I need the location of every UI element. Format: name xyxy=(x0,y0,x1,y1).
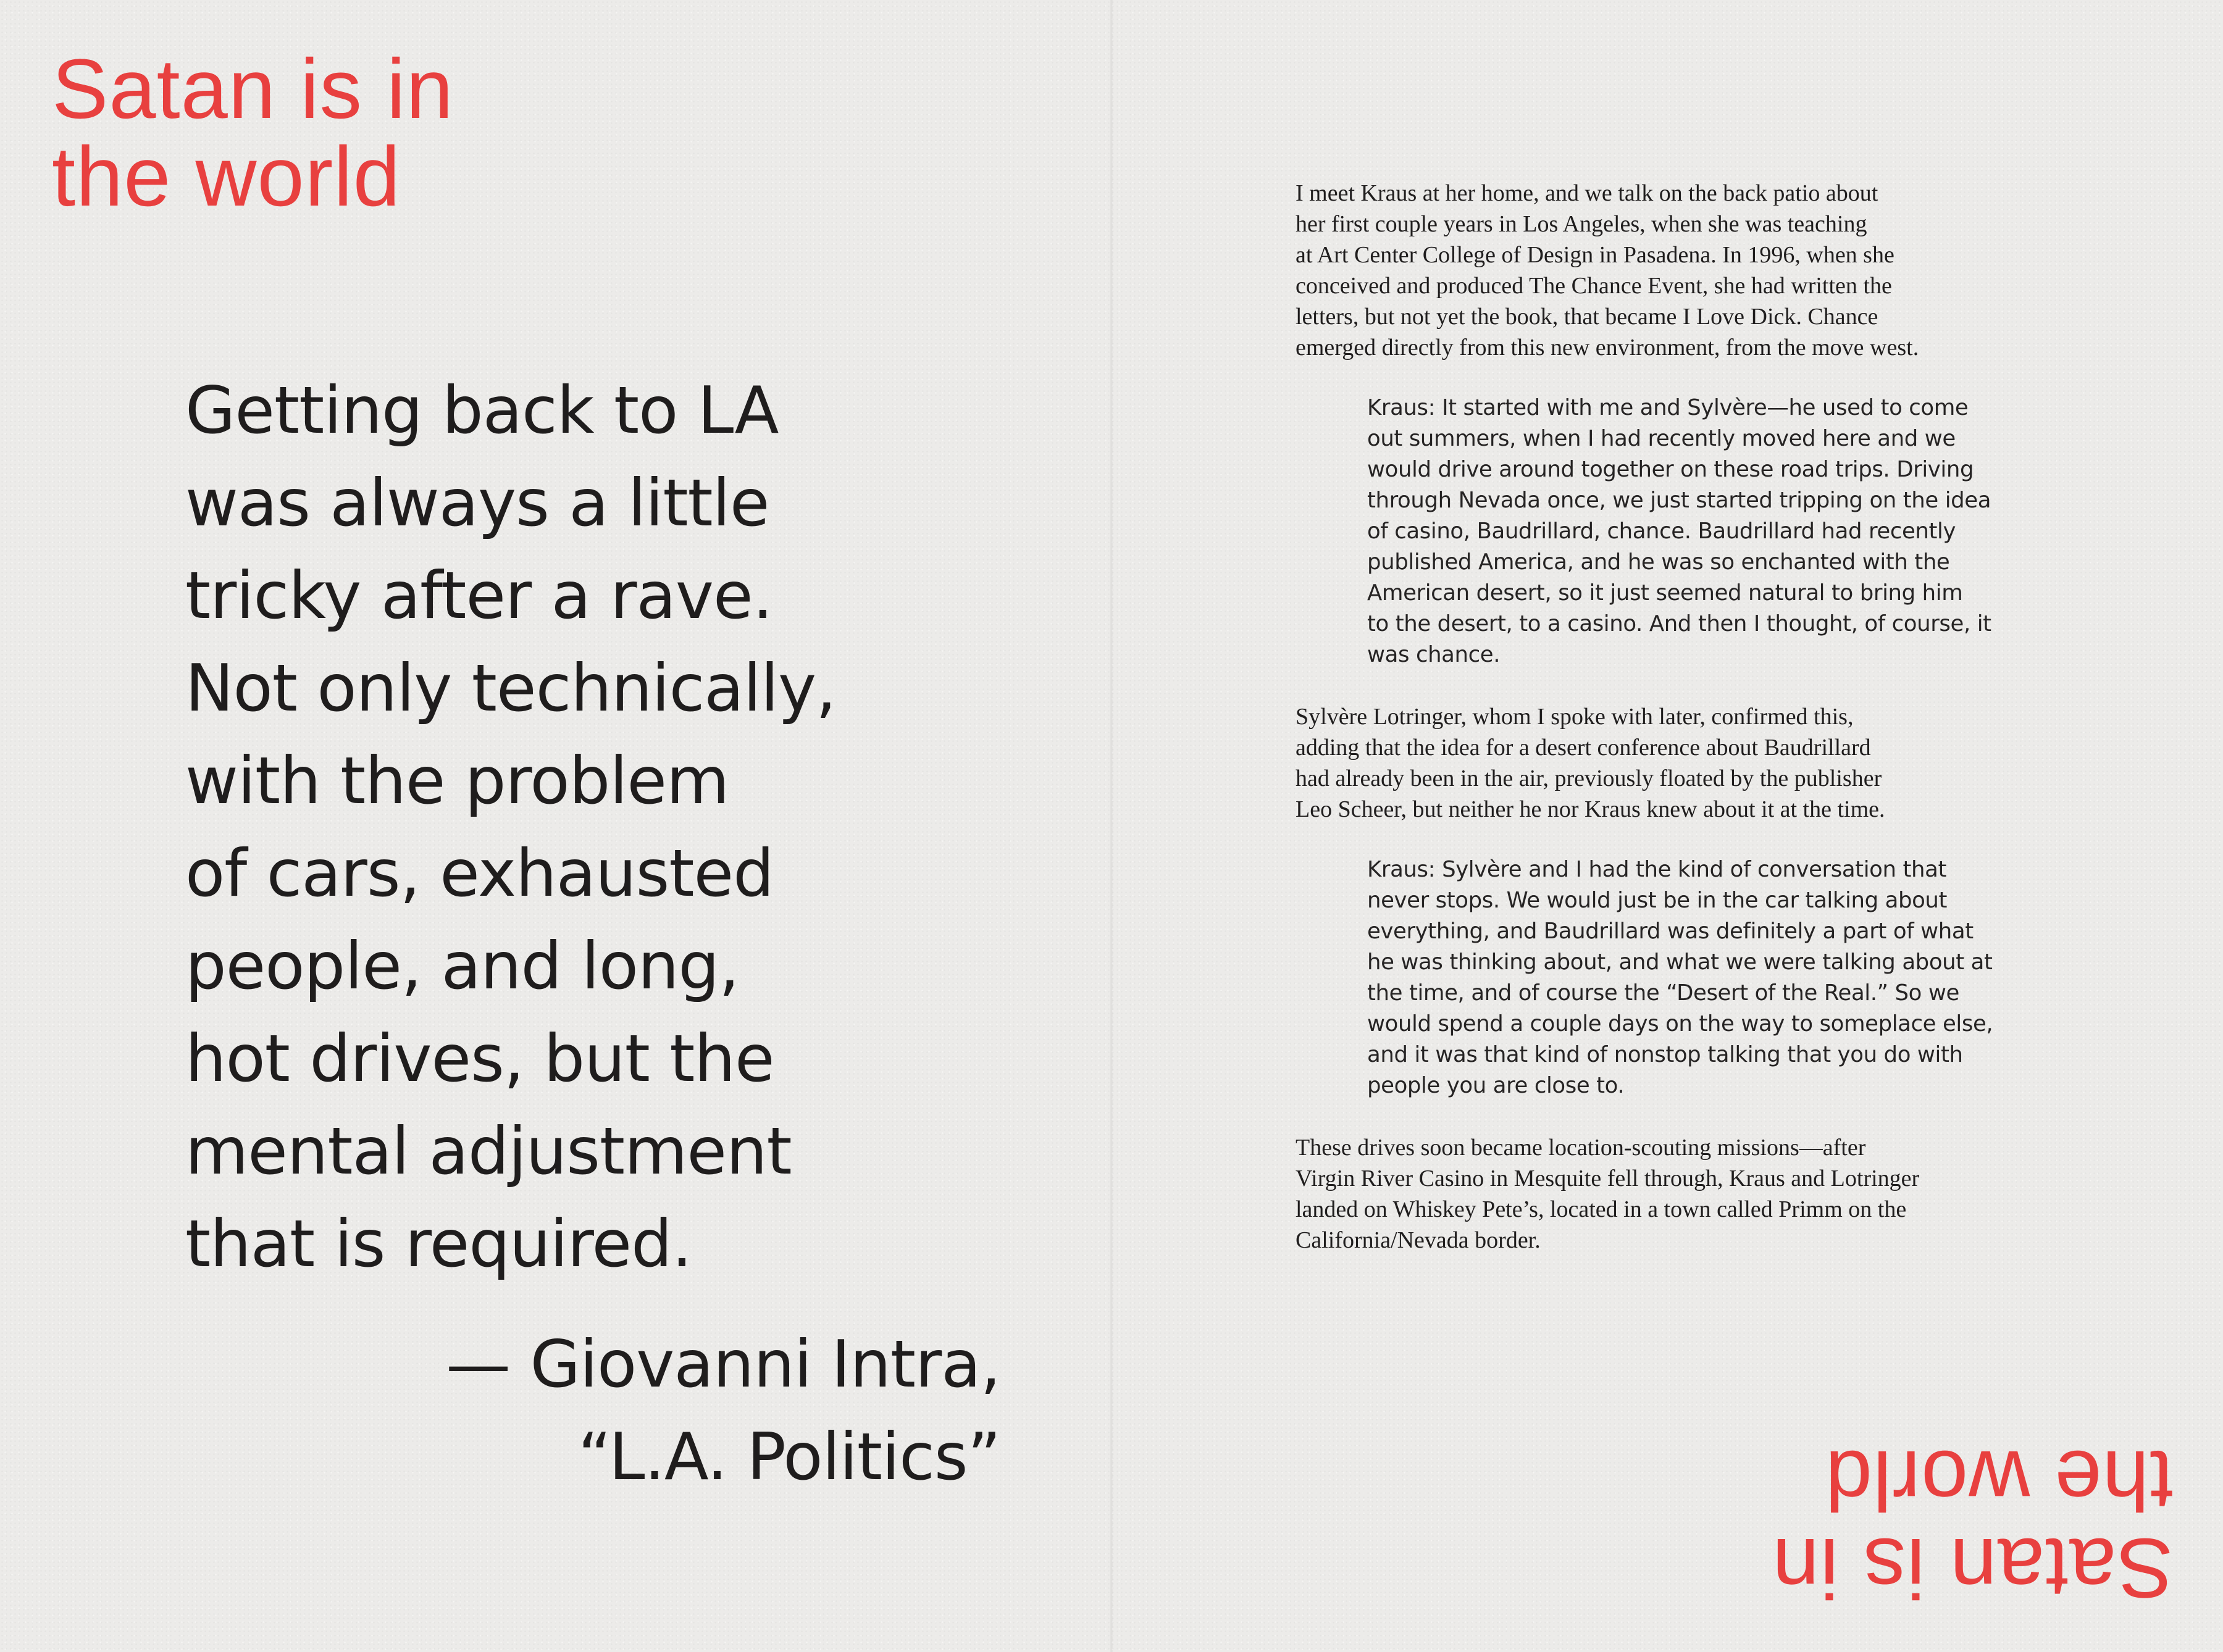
pull-quote-line: with the problem xyxy=(185,743,729,819)
attribution-source: “L.A. Politics” xyxy=(577,1419,1000,1495)
pull-quote-line: hot drives, but the xyxy=(185,1021,774,1096)
interview-block-1 xyxy=(1367,393,2111,670)
article-line: had already been in the air, previously floated by the publisher xyxy=(1296,766,1882,791)
article-paragraph-intro xyxy=(1296,178,2111,363)
interview-line: the time, and of course the “Desert of the Real.” So we xyxy=(1367,980,1959,1006)
interview-line: Kraus: It started with me and Sylvère—he used to come xyxy=(1367,395,1969,420)
running-title-line: Satan is in xyxy=(1772,1521,2174,1615)
pull-quote-line: Getting back to LA xyxy=(185,373,779,448)
article-paragraph-closing xyxy=(1296,1132,2111,1256)
interview-line: Kraus: Sylvère and I had the kind of conversation that xyxy=(1367,857,1946,882)
interview-line: to the desert, to a casino. And then I thought, of course, it xyxy=(1367,611,1991,636)
article-line: Sylvère Lotringer, whom I spoke with later, confirmed this, xyxy=(1296,704,1854,730)
interview-line: through Nevada once, we just started tripping on the idea xyxy=(1367,488,1991,513)
article-line: at Art Center College of Design in Pasadena. In 1996, when she xyxy=(1296,242,1894,268)
interview-line: never stops. We would just be in the car talking about xyxy=(1367,888,1948,913)
interview-line: people you are close to. xyxy=(1367,1073,1625,1098)
article-line: These drives soon became location-scouting missions—after xyxy=(1296,1135,1866,1161)
article-line: landed on Whiskey Pete’s, located in a town called Primm on the xyxy=(1296,1196,1907,1222)
article-body xyxy=(1296,178,2111,1285)
pull-quote-line: that is required. xyxy=(185,1206,692,1282)
article-line: California/Nevada border. xyxy=(1296,1227,1541,1253)
pull-quote-line: was always a little xyxy=(185,465,769,541)
pull-quote-attribution xyxy=(321,1318,1000,1503)
running-title-right-inverted xyxy=(1772,1433,2174,1615)
article-line: Leo Scheer, but neither he nor Kraus knew about it at the time. xyxy=(1296,796,1885,822)
article-line: letters, but not yet the book, that became I Love Dick. Chance xyxy=(1296,304,1878,330)
interview-line: would spend a couple days on the way to someplace else, xyxy=(1367,1011,1993,1037)
pull-quote-line: tricky after a rave. xyxy=(185,558,772,633)
interview-line: out summers, when I had recently moved here and we xyxy=(1367,426,1956,451)
running-title-line: Satan is in xyxy=(52,42,454,136)
interview-line: of casino, Baudrillard, chance. Baudrillard had recently xyxy=(1367,519,1956,544)
article-line: I meet Kraus at her home, and we talk on the back patio about xyxy=(1296,180,1878,206)
article-line: Virgin River Casino in Mesquite fell through, Kraus and Lotringer xyxy=(1296,1166,1920,1191)
running-title-line: the world xyxy=(1825,1433,2174,1527)
pull-quote-line: mental adjustment xyxy=(185,1114,792,1189)
interview-block-2 xyxy=(1367,854,2111,1101)
running-title-left xyxy=(52,42,454,224)
article-line: her first couple years in Los Angeles, when she was teaching xyxy=(1296,211,1867,237)
interview-line: published America, and he was so enchanted with the xyxy=(1367,549,1950,575)
pull-quote-line: Not only technically, xyxy=(185,651,836,726)
interview-line: would drive around together on these road trips. Driving xyxy=(1367,457,1974,482)
interview-line: American desert, so it just seemed natural to bring him xyxy=(1367,580,1963,606)
attribution-author: — Giovanni Intra, xyxy=(446,1327,1000,1402)
pull-quote-line: of cars, exhausted xyxy=(185,836,774,911)
article-line: adding that the idea for a desert conference about Baudrillard xyxy=(1296,735,1871,761)
interview-line: and it was that kind of nonstop talking that you do with xyxy=(1367,1042,1963,1067)
page-gutter xyxy=(1110,0,1113,1652)
pull-quote xyxy=(185,364,988,1290)
running-title-line: the world xyxy=(52,130,401,224)
article-line: emerged directly from this new environment, from the move west. xyxy=(1296,335,1919,361)
article-paragraph-middle xyxy=(1296,701,2111,825)
interview-line: everything, and Baudrillard was definitely a part of what xyxy=(1367,919,1974,944)
interview-line: he was thinking about, and what we were talking about at xyxy=(1367,949,1993,975)
pull-quote-line: people, and long, xyxy=(185,928,739,1004)
article-line: conceived and produced The Chance Event, she had written the xyxy=(1296,273,1892,299)
interview-line: was chance. xyxy=(1367,642,1501,667)
